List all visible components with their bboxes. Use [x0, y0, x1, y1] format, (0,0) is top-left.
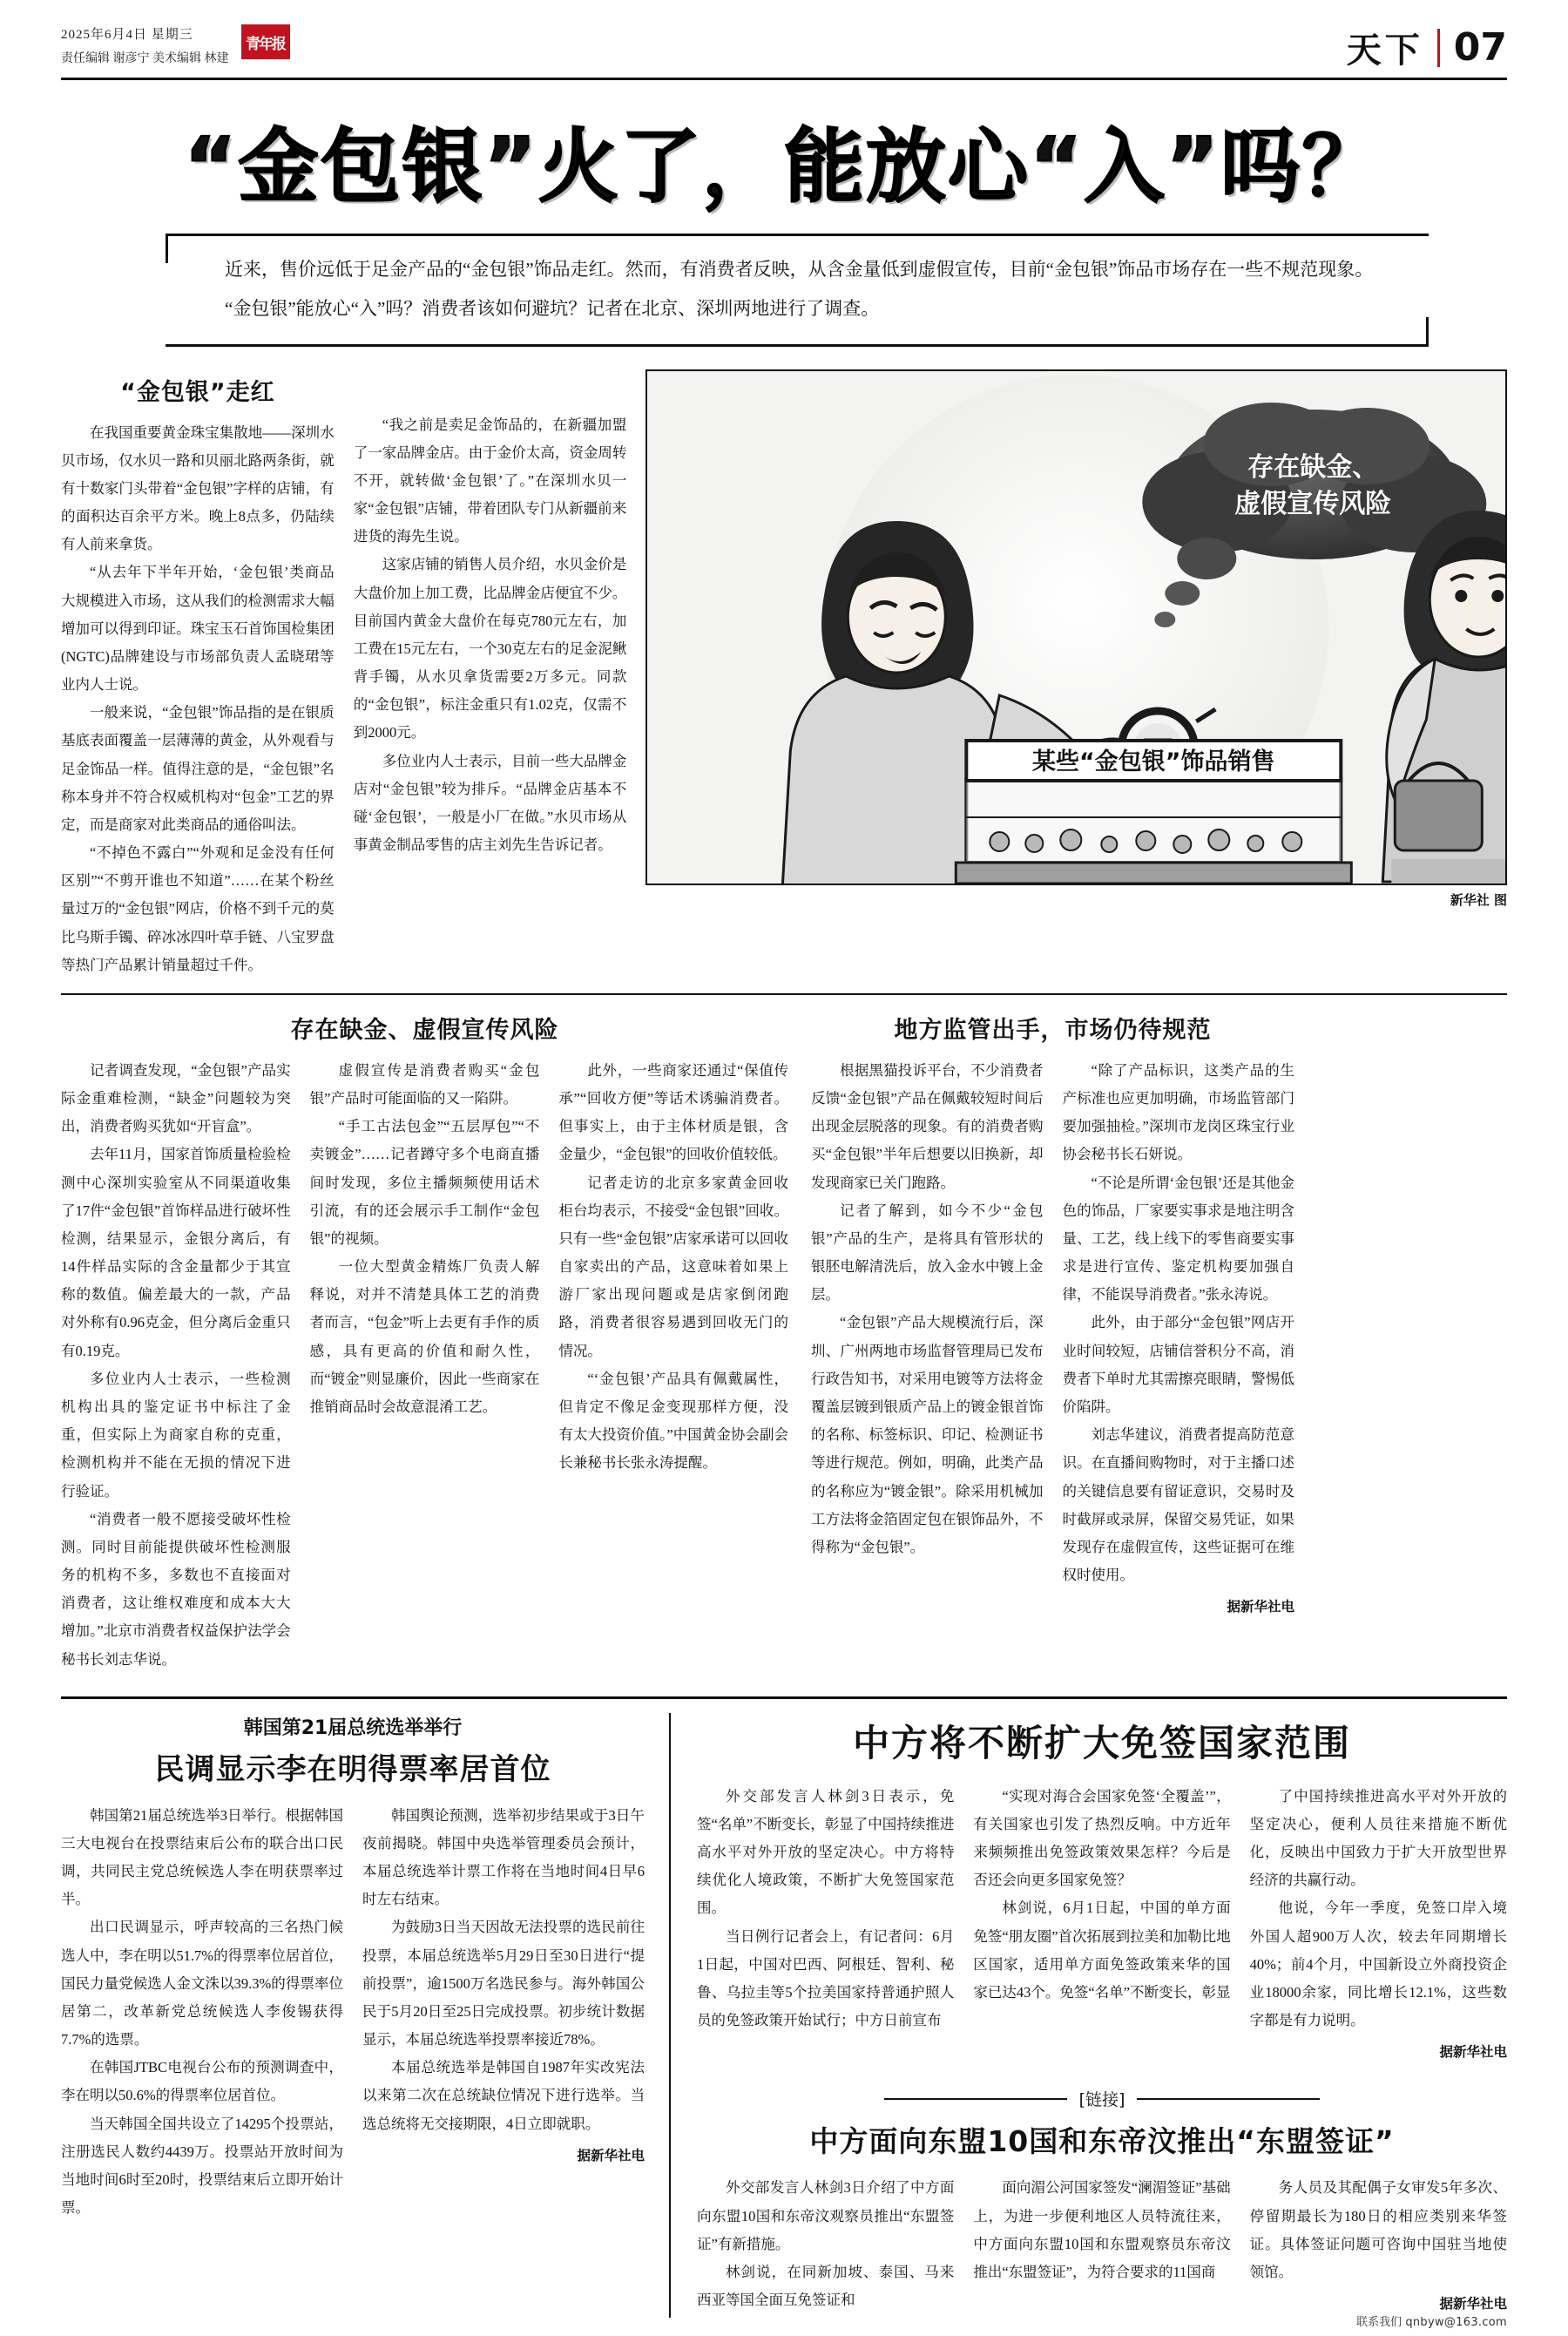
paragraph: “不论是所谓‘金包银’还是其他金色的饰品，厂家要实事求是地注明含量、工艺，线上线下的零售商要实事求是进行宣传、鉴定机构要加强自律，不能误导消费者。”张永涛说。: [1062, 1174, 1294, 1303]
display-counter: [956, 741, 1352, 884]
section3-title: 地方监管出手，市场仍待规范: [894, 1016, 1212, 1044]
svg-text:某些“金包银”饰品销售: 某些“金包银”饰品销售: [1032, 748, 1275, 775]
paragraph: 记者走访的北京多家黄金回收柜台均表示，不接受“金包银”回收。只有一些“金包银”店家承诺可以回收自家卖出的产品，这意味着如果上游厂家出现问题或是店家倒闭跑路，消费者很容易遇到回收无门的情况。: [558, 1174, 789, 1359]
paragraph: 虚假宣传是消费者购买“金包银”产品时可能面临的又一陷阱。: [309, 1061, 540, 1107]
visa-columns: [697, 1783, 1507, 2067]
paragraph: 去年11月，国家首饰质量检验检测中心深圳实验室从不同渠道收集了17件“金包银”首饰样品进行破坏性检测，结果显示，金银分离后，有14件样品实际的含金量都少于其宣称的数值。偏差最大的一款，产品对外称有0.96克金，但分离后金重只有0.19克。: [61, 1146, 291, 1359]
korea-column-1: [61, 1802, 343, 2223]
paragraph: 这家店铺的销售人员介绍，水贝金价是大盘价加上加工费，比品牌金店便宜不少。目前国内黄金大盘价在每克780元左右，加工费在15元左右，一个30克左右的足金泥鳅背手镯，从水贝拿货需要2万多元。同款的“金包银”，标注金重只有1.02克，仅需不到2000元。: [353, 556, 627, 741]
lower-zone: [61, 1696, 1507, 2319]
paragraph: 多位业内人士表示，目前一些大品牌金店对“金包银”较为排斥。“品牌金店基本不碰‘金包银’，一般是小厂在做。”水贝市场从事黄金制品零售的店主刘先生告诉记者。: [353, 752, 627, 854]
paragraph: 在韩国JTBC电视台公布的预测调查中，李在明以50.6%的得票率位居首位。: [61, 2059, 343, 2104]
paragraph: 林剑说，6月1日起，中国的单方面免签“朋友圈”首次拓展到拉美和加勒比地区国家，适用单方面免签政策来华的国家已达43个。免签“名单”不断变长，彰显: [973, 1899, 1231, 2001]
paragraph: 一般来说，“金包银”饰品指的是在银质基底表面覆盖一层薄薄的黄金，从外观看与足金饰品一样。值得注意的是，“金包银”名称本身并不符合权威机构对“包金”工艺的界定，而是商家对此类商品的通俗叫法。: [61, 704, 335, 833]
paragraph: 当日例行记者会上，有记者问：6月1日起，中国对巴西、阿根廷、智利、秘鲁、乌拉圭等5个拉美国家持普通护照人员的免签政策开始试行；中方日前宣布: [697, 1927, 955, 2029]
middle-zone: [61, 1007, 1507, 1674]
paragraph: 记者调查发现，“金包银”产品实际金重难检测，“缺金”问题较为突出，消费者购买犹如“开盲盒”。: [61, 1061, 291, 1135]
section2-columns: [61, 1057, 788, 1674]
page-title: “金包银”火了，能放心“入”吗？: [184, 120, 1384, 213]
paragraph: 了中国持续推进高水平对外开放的坚定决心，便利人员往来措施不断优化，反映出中国致力于扩大开放型世界经济的共赢行动。: [1249, 1787, 1507, 1889]
section2-column-3: [558, 1057, 788, 1674]
svg-text:虚假宣传风险: 虚假宣传风险: [1234, 488, 1392, 519]
section1-column-1: [61, 369, 335, 979]
contact-email: qnbyw@163.com: [1405, 2316, 1507, 2329]
section-rule: [61, 993, 1507, 995]
cartoon-svg: [647, 371, 1505, 884]
lead-box: [166, 234, 1429, 347]
visa-column-1: [697, 1783, 954, 2067]
section2-column-2: [310, 1057, 540, 1674]
link-article-title: 中方面向东盟10国和东帝汶推出“东盟签证”: [809, 2124, 1395, 2159]
visa-column-3: [1250, 1783, 1507, 2067]
link-label: [链接]: [1078, 2090, 1125, 2110]
section3-block: [811, 1007, 1294, 1674]
paragraph: 务人员及其配偶子女审发5年多次、停留期最长为180日的相应类别来华签证。具体签证问题可咨询中国驻当地使领馆。: [1249, 2179, 1507, 2280]
section1-body-2: [354, 411, 627, 860]
paragraph: 此外，由于部分“金包银”网店开业时间较短，店铺信誉积分不高，消费者下单时尤其需擦亮眼睛，警惕低价陷阱。: [1062, 1314, 1294, 1415]
divider-line-left: [884, 2098, 1067, 2100]
date-line: 2025年6月4日 星期三: [61, 28, 193, 42]
lead-paragraph-2: “金包银”能放心“入”吗？消费者该如何避坑？记者在北京、深圳两地进行了调查。: [225, 297, 880, 319]
paragraph: 记者了解到，如今不少“金包银”产品的生产，是将具有管形状的银胚电解清洗后，放入金水中镀上金层。: [811, 1202, 1044, 1303]
link-column-3: [1250, 2174, 1507, 2318]
visa-headline: 中方将不断扩大免签国家范围: [852, 1721, 1351, 1764]
divider-line-right: [1137, 2098, 1320, 2100]
top-zone: [61, 369, 1507, 979]
section3-column-1: [811, 1057, 1044, 1621]
korea-columns: [61, 1802, 645, 2223]
paragraph: “金包银”产品大规模流行后，深圳、广州两地市场监督管理局已发布行政告知书，对采用电镀等方法将金覆盖层镀到银质产品上的镀金银首饰的名称、标签标识、印记、检测证书等进行规范。例如，明确，此类产品的名称应为“镀金银”。除采用机械加工方法将金箔固定包在银饰品外，不得称为“金包银”。: [811, 1314, 1044, 1555]
masthead-divider: [1437, 29, 1440, 67]
paragraph: 为鼓励3日当天因故无法投票的选民前往投票，本届总统选举5月29日至30日进行“提前投票”，逾1500万名选民参与。海外韩国公民于5月20日至25日完成投票。初步统计数据显示，本届总统选举投票率接近78%。: [362, 1919, 645, 2048]
paragraph: 他说，今年一季度，免签口岸入境外国人超900万人次，较去年同期增长40%；前4个月，中国新设立外商投资企业18000余家，同比增长12.1%，这些数字都是有力说明。: [1249, 1899, 1507, 2029]
photo-credit: 新华社 图: [1450, 891, 1507, 908]
paragraph: 林剑说，在同新加坡、泰国、马来西亚等国全面互免签证和: [697, 2264, 955, 2309]
cartoon-illustration: [645, 369, 1507, 885]
section3-source: 据新华社电: [1227, 1600, 1294, 1615]
link-columns: [697, 2174, 1507, 2318]
masthead: [61, 23, 1507, 80]
paragraph: 外交部发言人林剑3日表示，免签“名单”不断变长，彰显了中国持续推进高水平对外开放的坚定决心。中方将特续优化人境政策，不断扩大免签国家范围。: [697, 1787, 955, 1917]
paragraph: 韩国第21届总统选举3日举行。根据韩国三大电视台在投票结束后公布的联合出口民调，共同民主党总统候选人李在明获票率过半。: [61, 1806, 343, 1908]
paragraph: 根据黑猫投诉平台，不少消费者反馈“金包银”产品在佩戴较短时间后出现金层脱落的现象。有的消费者购买“金包银”半年后想要以旧换新，却发现商家已关门跑路。: [811, 1061, 1044, 1191]
visa-article: [697, 1713, 1507, 2319]
section2-title: 存在缺金、虚假宣传风险: [290, 1016, 559, 1044]
paragraph: “不掉色不露白”“外观和足金没有任何区别”“不剪开谁也不知道”……在某个粉丝量过万的“金包银”网店，价格不到千元的莫比乌斯手镯、碎冰冰四叶草手链、八宝罗盘等热门产品累计销量超过千件。: [61, 844, 335, 973]
paragraph: “我之前是卖足金饰品的，在新疆加盟了一家品牌金店。由于金价太高，资金周转不开，就转做‘金包银’了。”在深圳水贝一家“金包银”店铺，带着团队专门从新疆前来进货的海先生说。: [353, 416, 627, 545]
section1-body-1: [61, 419, 335, 979]
paragraph: “从去年下半年开始，‘金包银’类商品大规模进入市场，这从我们的检测需求大幅增加可以得到印证。珠宝玉石首饰国检集团(NGTC)品牌建设与市场部负责人孟晓珺等业内人士说。: [61, 564, 335, 694]
section2-block: [61, 1007, 788, 1674]
customer-figure: [1383, 511, 1505, 884]
korea-headline: 民调显示李在明得票率居首位: [154, 1751, 551, 1787]
paragraph: 面向湄公河国家签发“澜湄签证”基础上，为进一步便利地区人员特流往来，中方面向东盟10国和东盟观察员东帝汶推出“东盟签证”，为符合要求的11国商: [973, 2179, 1231, 2280]
paragraph: 韩国舆论预测，选举初步结果或于3日午夜前揭晓。韩国中央选举管理委员会预计，本届总统选举计票工作将在当地时间4日早6时左右结束。: [362, 1806, 645, 1908]
masthead-right: [1347, 23, 1507, 72]
section1-title: “金包银”走红: [120, 378, 275, 406]
svg-text:存在缺金、: 存在缺金、: [1247, 451, 1379, 483]
paragraph: 出口民调显示，呼声较高的三名热门候选人中，李在明以51.7%的得票率位居首位，国民力量党候选人金文洙以39.3%的得票率位居第二，改革新党总统候选人李俊锡获得7.7%的选票。: [61, 1919, 343, 2048]
paragraph: 当天韩国全国共设立了14295个投票站，注册选民人数约4439万。投票站开放时间为当地时间6时至20时，投票结束后立即开始计票。: [61, 2115, 343, 2217]
link-column-1: [697, 2174, 954, 2318]
footer-contact: [1356, 2312, 1507, 2329]
visa-source: 据新华社电: [1439, 2045, 1507, 2061]
link-source: 据新华社电: [1439, 2297, 1507, 2312]
link-divider: [697, 2087, 1507, 2110]
contact-label: 联系我们: [1356, 2316, 1402, 2329]
korea-kicker: 韩国第21届总统选举举行: [243, 1716, 463, 1739]
paragraph: 多位业内人士表示，一些检测机构出具的鉴定证书中标注了金重，但实际上为商家自称的克重，检测机构并不能在无损的情况下进行验证。: [61, 1370, 291, 1500]
paragraph: “手工古法包金”“五层厚包”“不卖镀金”……记者蹲守多个电商直播间时发现，多位主播频频使用话术引流，有的还会展示手工制作“金包银”的视频。: [309, 1118, 540, 1247]
masthead-dateblock: [61, 23, 229, 71]
visa-column-2: [973, 1783, 1230, 2067]
section2-column-1: [61, 1057, 291, 1674]
korea-column-2: [362, 1802, 645, 2223]
page-number: 07: [1453, 25, 1507, 70]
korea-article: [61, 1713, 671, 2319]
lead-box-wrapper: [166, 234, 1429, 347]
paragraph: 在我国重要黄金珠宝集散地——深圳水贝市场，仅水贝一路和贝丽北路两条街，就有十数家门头带着“金包银”字样的店铺，有的面积达百余平方米。晚上8点多，仍陆续有人前来拿货。: [61, 423, 335, 553]
section3-column-2: [1063, 1057, 1295, 1621]
paragraph: 此外，一些商家还通过“保值传承”“回收方便”等话术诱骗消费者。但事实上，由于主体材质是银，含金量少，“金包银”的回收价值较低。: [558, 1061, 789, 1163]
section-name: 天下: [1346, 30, 1423, 71]
section1-column-2: [354, 369, 627, 979]
masthead-left: [61, 23, 290, 71]
paragraph: “除了产品标识，这类产品的生产标准也应更加明确，市场监管部门要加强抽检。”深圳市龙岗区珠宝行业协会秘书长石妍说。: [1062, 1061, 1294, 1163]
korea-source: 据新华社电: [577, 2148, 645, 2163]
paragraph: “实现对海合会国家免签‘全覆盖’”，有关国家也引发了热烈反响。中方近年来频频推出免签政策效果怎样？今后是否还会向更多国家免签？: [973, 1787, 1231, 1889]
lead-paragraph-1: 近来，售价远低于足金产品的“金包银”饰品走红。然而，有消费者反映，从含金量低到虚假宣传，目前“金包银”饰品市场存在一些不规范现象。: [225, 259, 1374, 280]
paragraph: “‘金包银’产品具有佩戴属性，但肯定不像足金变现那样方便，没有太大投资价值。”中国黄金协会副会长兼秘书长张永涛提醒。: [558, 1370, 789, 1472]
illustration-block: [645, 369, 1507, 979]
section3-columns: [811, 1057, 1294, 1621]
paragraph: “消费者一般不愿接受破坏性检测。同时目前能提供破坏性检测服务的机构不多，多数也不直接面对消费者，这让维权难度和成本大大增加。”北京市消费者权益保护法学会秘书长刘志华说。: [61, 1510, 291, 1668]
paragraph: 本届总统选举是韩国自1987年实改宪法以来第二次在总统缺位情况下进行选举。当选总统将无交接期限，4日立即就职。: [362, 2059, 645, 2132]
publication-logo: 青年报: [241, 24, 290, 59]
paragraph: 刘志华建议，消费者提高防范意识。在直播间购物时，对于主播口述的关键信息要有留证意识，交易时及时截屏或录屏，保留交易凭证，如果发现存在虚假宣传，这些证据可在维权时使用。: [1062, 1426, 1294, 1584]
paragraph: 外交部发言人林剑3日介绍了中方面向东盟10国和东帝汶观察员推出“东盟签证”有新措施。: [697, 2179, 955, 2252]
editors-line: 责任编辑 谢彦宁 美术编辑 林建: [61, 51, 229, 65]
paragraph: 一位大型黄金精炼厂负责人解释说，对并不清楚具体工艺的消费者而言，“包金”听上去更有手作的质感，具有更高的价值和耐久性，而“镀金”则显廉价，因此一些商家在推销商品时会故意混淆工艺。: [309, 1258, 540, 1415]
link-column-2: [973, 2174, 1230, 2318]
